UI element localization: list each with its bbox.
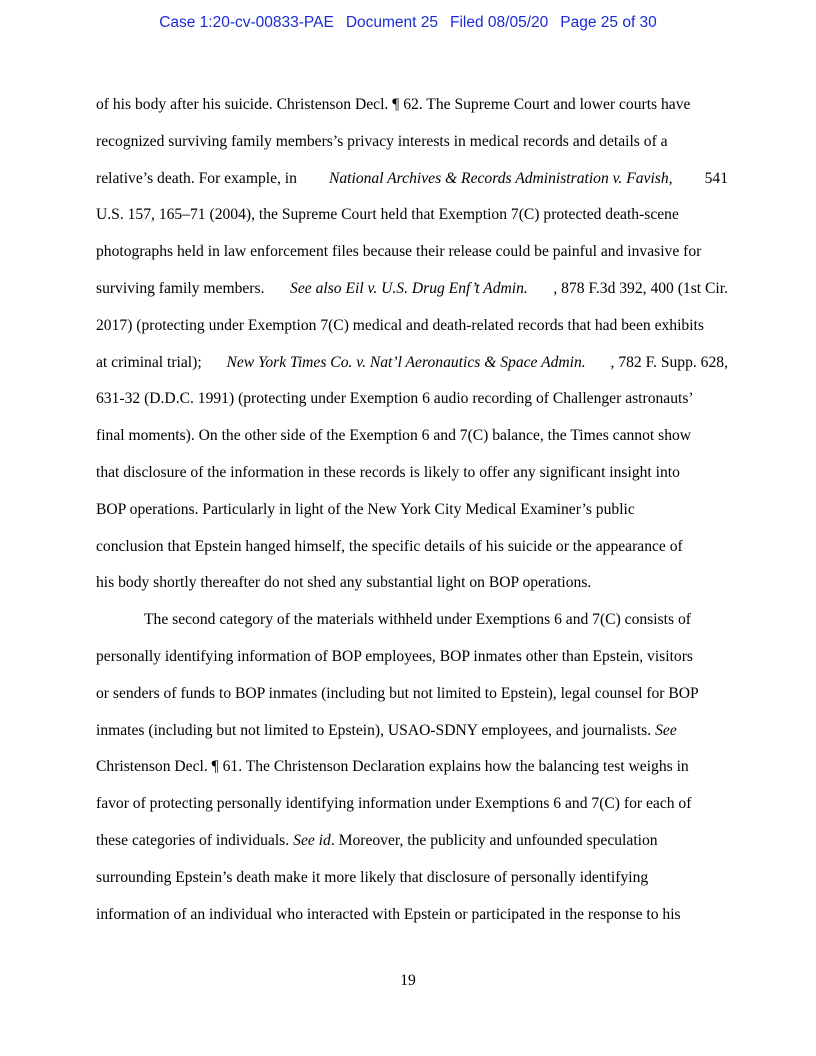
case-header	[0, 14, 816, 32]
text-line: conclusion that Epstein hanged himself, the specific details of his suicide or the appearance of	[96, 537, 683, 555]
text-fragment: surviving family members.	[96, 279, 265, 297]
page-count: Page 25 of 30	[560, 14, 657, 31]
text-fragment: . Moreover, the publicity and unfounded speculation	[330, 831, 658, 849]
text-fragment: these categories of individuals.	[96, 831, 290, 849]
case-citation: National Archives & Records Administration v. Favish,	[328, 169, 673, 187]
text-line: recognized surviving family members’s privacy interests in medical records and details of a	[96, 132, 668, 150]
paragraph-2	[96, 608, 728, 939]
text-line: Christenson Decl. ¶ 61. The Christenson Declaration explains how the balancing test weighs in	[96, 758, 689, 776]
text-line	[96, 829, 728, 866]
text-line: his body shortly thereafter do not shed any substantial light on BOP operations.	[96, 574, 592, 592]
text-line	[96, 719, 728, 756]
case-citation: New York Times Co. v. Nat’l Aeronautics & Space Admin.	[226, 353, 586, 371]
text-fragment: relative’s death. For example, in	[96, 169, 297, 187]
filed-date: Filed 08/05/20	[450, 14, 549, 31]
text-line: BOP operations. Particularly in light of the New York City Medical Examiner’s public	[96, 500, 635, 518]
case-citation: See also Eil v. U.S. Drug Enf’t Admin.	[290, 279, 528, 297]
text-line: information of an individual who interacted with Epstein or participated in the response to his	[96, 905, 681, 923]
text-line: 2017) (protecting under Exemption 7(C) medical and death-related records that had been exhibits	[96, 316, 704, 334]
text-line: of his body after his suicide. Christenson Decl. ¶ 62. The Supreme Court and lower courts have	[96, 96, 691, 113]
text-line: favor of protecting personally identifying information under Exemptions 6 and 7(C) for each of	[96, 795, 692, 813]
text-line: or senders of funds to BOP inmates (including but not limited to Epstein), legal counsel for BOP	[96, 684, 699, 702]
signal-word: See	[655, 721, 677, 739]
text-fragment: at criminal trial);	[96, 353, 202, 371]
text-line: personally identifying information of BOP employees, BOP inmates other than Epstein, visitors	[96, 647, 693, 665]
text-line: 631-32 (D.D.C. 1991) (protecting under Exemption 6 audio recording of Challenger astronauts’	[96, 390, 694, 408]
document-number: Document 25	[345, 14, 439, 31]
text-fragment: inmates (including but not limited to Epstein), USAO-SDNY employees, and journalists.	[96, 721, 652, 739]
text-line: surrounding Epstein’s death make it more likely that disclosure of personally identifying	[96, 868, 649, 886]
text-line: U.S. 157, 165–71 (2004), the Supreme Court held that Exemption 7(C) protected death-scene	[96, 206, 679, 224]
signal-word: See id	[293, 831, 331, 849]
text-line: The second category of the materials withheld under Exemptions 6 and 7(C) consists of	[144, 611, 691, 629]
text-fragment: , 782 F. Supp. 628,	[610, 353, 728, 371]
text-fragment: , 878 F.3d 392, 400 (1st Cir.	[553, 279, 728, 297]
text-line	[96, 167, 728, 204]
text-line: photographs held in law enforcement files because their release could be painful and invasive for	[96, 243, 702, 261]
text-line: that disclosure of the information in these records is likely to offer any significant insight into	[96, 463, 680, 481]
text-line: final moments). On the other side of the Exemption 6 and 7(C) balance, the Times cannot show	[96, 427, 692, 445]
page-number: 19	[400, 972, 416, 989]
paragraph-1	[96, 93, 728, 608]
text-line	[96, 351, 728, 388]
document-body	[96, 93, 728, 939]
text-fragment: 541	[704, 169, 728, 187]
text-line	[96, 277, 728, 314]
case-number: Case 1:20-cv-00833-PAE	[159, 14, 334, 31]
